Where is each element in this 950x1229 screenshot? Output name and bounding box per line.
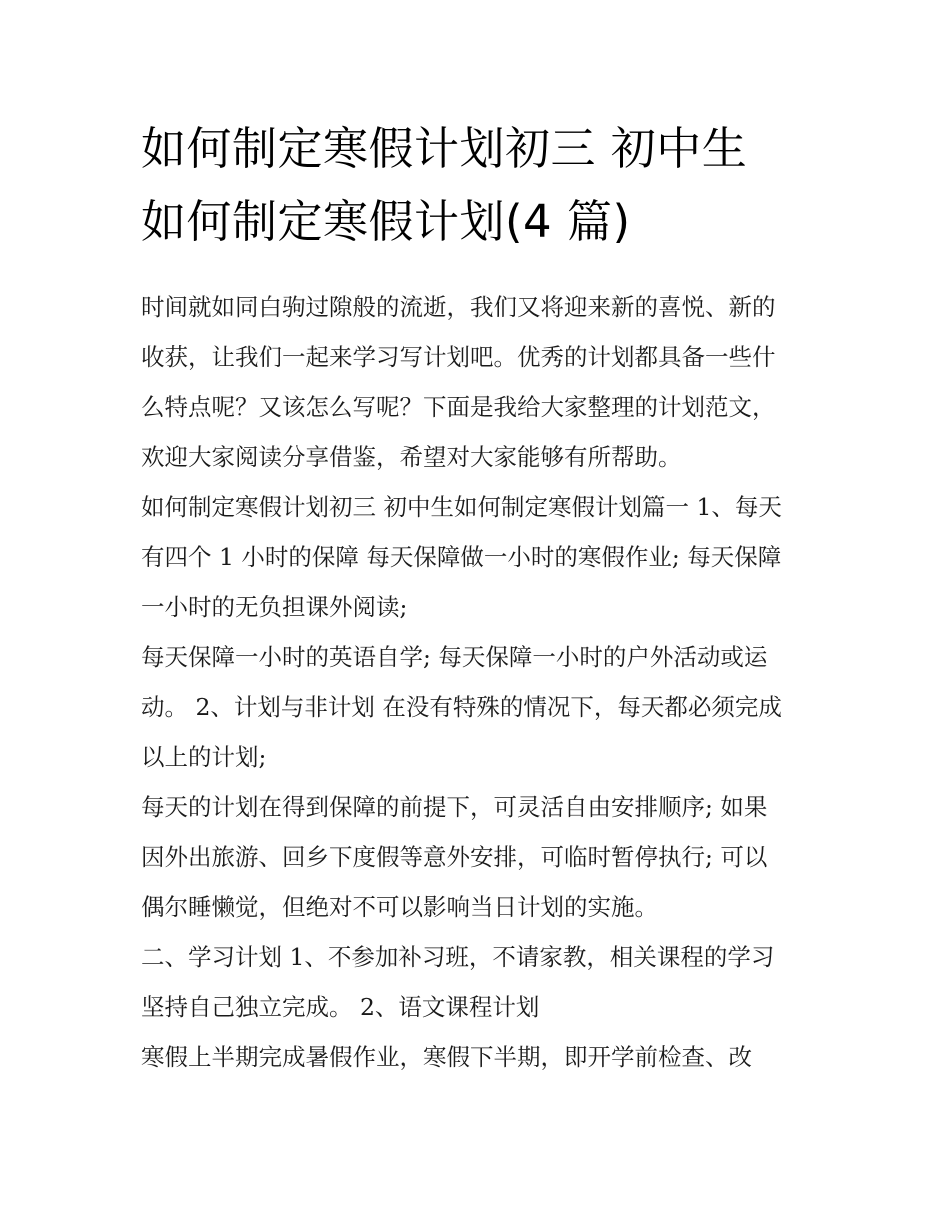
- text-line: 寒假上半期完成暑假作业，寒假下半期，即开学前检查、改: [141, 1043, 752, 1071]
- text-line: 每天的计划在得到保障的前提下，可灵活自由安排顺序; 如果: [141, 793, 768, 821]
- chinese-course-paragraph: [141, 1032, 821, 1082]
- plan-paragraph-3: [141, 782, 821, 932]
- text-line: 有四个 1 小时的保障 每天保障做一小时的寒假作业; 每天保障: [141, 543, 782, 571]
- text-line: 二、学习计划 1、不参加补习班，不请家教，相关课程的学习: [141, 943, 775, 971]
- document-title: [141, 112, 821, 258]
- title-line: 如何制定寒假计划初三 初中生: [141, 122, 748, 175]
- text-line: 坚持自己独立完成。 2、语文课程计划: [141, 993, 540, 1021]
- text-line: 么特点呢？又该怎么写呢？下面是我给大家整理的计划范文，: [141, 393, 776, 421]
- text-line: 偶尔睡懒觉，但绝对不可以影响当日计划的实施。: [141, 893, 658, 921]
- text-line: 欢迎大家阅读分享借鉴，希望对大家能够有所帮助。: [141, 443, 682, 471]
- text-line: 动。 2、计划与非计划 在没有特殊的情况下，每天都必须完成: [141, 693, 782, 721]
- intro-paragraph: [141, 282, 821, 482]
- document-body: [141, 112, 821, 1082]
- text-line: 收获，让我们一起来学习写计划吧。优秀的计划都具备一些什: [141, 343, 776, 371]
- text-line: 每天保障一小时的英语自学; 每天保障一小时的户外活动或运: [141, 643, 768, 671]
- plan-paragraph-2: [141, 632, 821, 782]
- text-line: 因外出旅游、回乡下度假等意外安排，可临时暂停执行; 可以: [141, 843, 768, 871]
- study-plan-paragraph: [141, 932, 821, 1032]
- title-line: 如何制定寒假计划(4 篇): [141, 195, 631, 248]
- text-line: 以上的计划;: [141, 743, 267, 771]
- text-line: 如何制定寒假计划初三 初中生如何制定寒假计划篇一 1、每天: [141, 493, 782, 521]
- text-line: 时间就如同白驹过隙般的流逝，我们又将迎来新的喜悦、新的: [141, 293, 776, 321]
- text-line: 一小时的无负担课外阅读;: [141, 593, 408, 621]
- plan-paragraph-1: [141, 482, 821, 632]
